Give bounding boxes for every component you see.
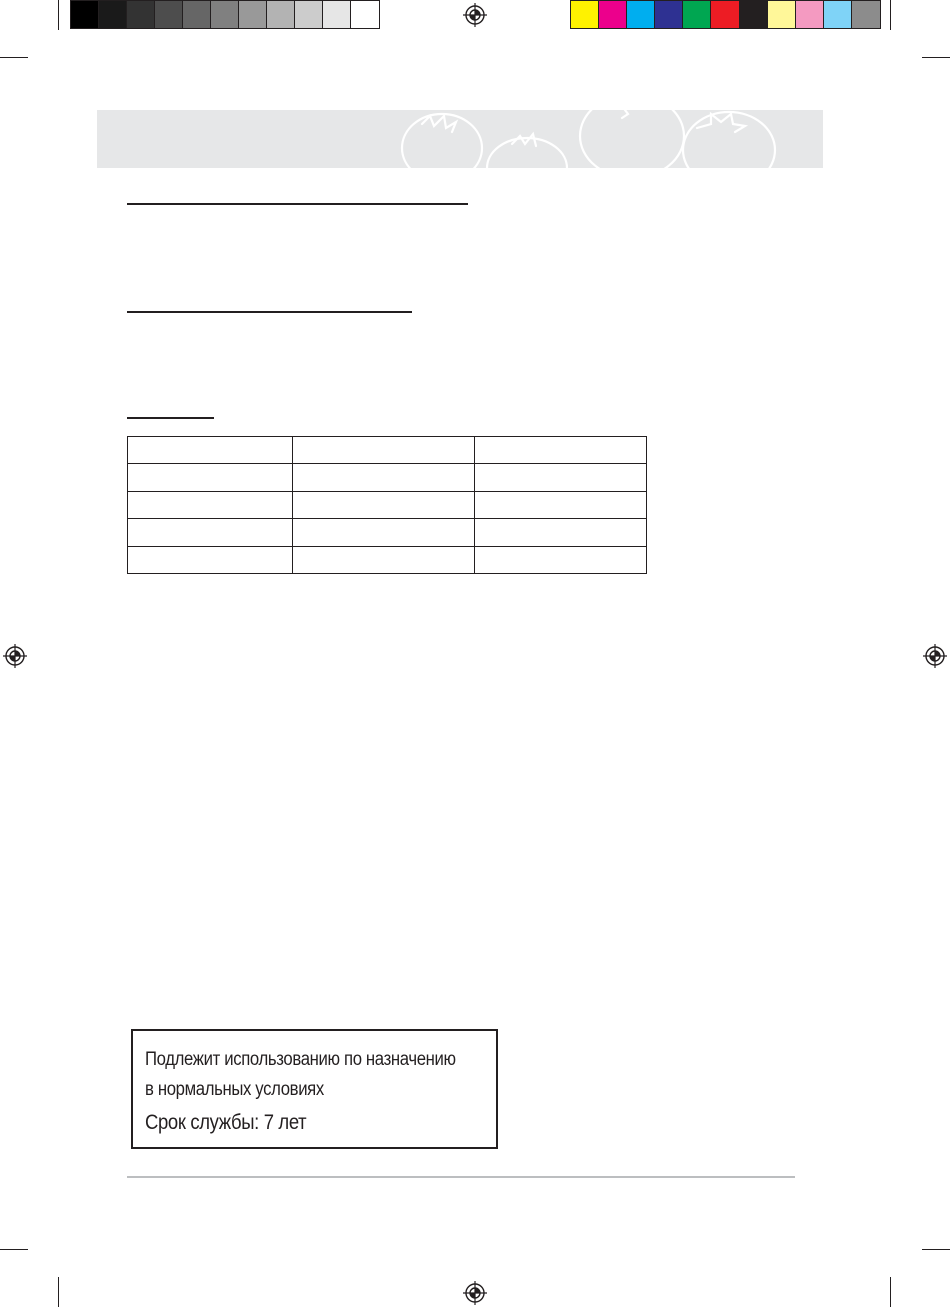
table-row bbox=[128, 464, 647, 491]
color-swatch bbox=[211, 1, 239, 28]
table-cell bbox=[128, 491, 293, 518]
registration-mark-icon bbox=[463, 1281, 487, 1305]
table-row bbox=[128, 491, 647, 518]
color-swatch bbox=[99, 1, 127, 28]
table-cell bbox=[128, 437, 293, 464]
color-swatch bbox=[239, 1, 267, 28]
table-cell bbox=[293, 491, 475, 518]
section-heading-underline bbox=[127, 311, 412, 313]
color-swatch bbox=[599, 1, 627, 28]
crop-mark bbox=[922, 1249, 950, 1250]
crop-mark bbox=[0, 1249, 28, 1250]
crop-mark bbox=[890, 0, 891, 30]
color-swatch bbox=[323, 1, 351, 28]
table-cell bbox=[128, 519, 293, 546]
table-cell bbox=[293, 437, 475, 464]
grayscale-calibration-bar bbox=[70, 0, 380, 29]
table-row bbox=[128, 437, 647, 464]
color-swatch bbox=[768, 1, 796, 28]
usage-note-line: Подлежит использованию по назначению bbox=[145, 1049, 456, 1070]
crop-mark bbox=[0, 57, 28, 58]
header-band bbox=[97, 110, 823, 168]
color-swatch bbox=[571, 1, 599, 28]
color-swatch bbox=[683, 1, 711, 28]
color-swatch bbox=[796, 1, 824, 28]
table-row bbox=[128, 519, 647, 546]
color-swatch bbox=[740, 1, 768, 28]
color-swatch bbox=[267, 1, 295, 28]
color-swatch bbox=[711, 1, 739, 28]
footer-rule bbox=[127, 1176, 795, 1178]
usage-info-box bbox=[131, 1029, 498, 1149]
color-swatch bbox=[655, 1, 683, 28]
table-cell bbox=[475, 546, 647, 573]
color-swatch bbox=[351, 1, 379, 28]
color-swatch bbox=[295, 1, 323, 28]
section-heading-underline bbox=[127, 203, 468, 205]
table-cell bbox=[293, 519, 475, 546]
registration-mark-icon bbox=[923, 644, 947, 668]
color-calibration-bar bbox=[570, 0, 881, 29]
color-swatch bbox=[155, 1, 183, 28]
table-cell bbox=[475, 437, 647, 464]
crop-mark bbox=[890, 1277, 891, 1307]
color-swatch bbox=[183, 1, 211, 28]
service-life-line: Срок службы: 7 лет bbox=[145, 1111, 307, 1134]
usage-conditions-line: в нормальных условиях bbox=[145, 1079, 324, 1100]
color-swatch bbox=[627, 1, 655, 28]
crop-mark bbox=[58, 1277, 59, 1307]
table-row bbox=[128, 546, 647, 573]
table-cell bbox=[293, 464, 475, 491]
specifications-table bbox=[127, 436, 647, 574]
registration-mark-icon bbox=[3, 644, 27, 668]
table-cell bbox=[475, 519, 647, 546]
table-cell bbox=[128, 546, 293, 573]
color-swatch bbox=[127, 1, 155, 28]
crop-mark bbox=[922, 57, 950, 58]
crop-mark bbox=[58, 0, 59, 30]
table-cell bbox=[475, 491, 647, 518]
section-heading-underline bbox=[127, 417, 214, 419]
tomato-decoration-icon bbox=[97, 110, 823, 168]
table-cell bbox=[293, 546, 475, 573]
color-swatch bbox=[71, 1, 99, 28]
table-cell bbox=[128, 464, 293, 491]
table-cell bbox=[475, 464, 647, 491]
registration-mark-icon bbox=[463, 3, 487, 27]
color-swatch bbox=[852, 1, 880, 28]
color-swatch bbox=[824, 1, 852, 28]
